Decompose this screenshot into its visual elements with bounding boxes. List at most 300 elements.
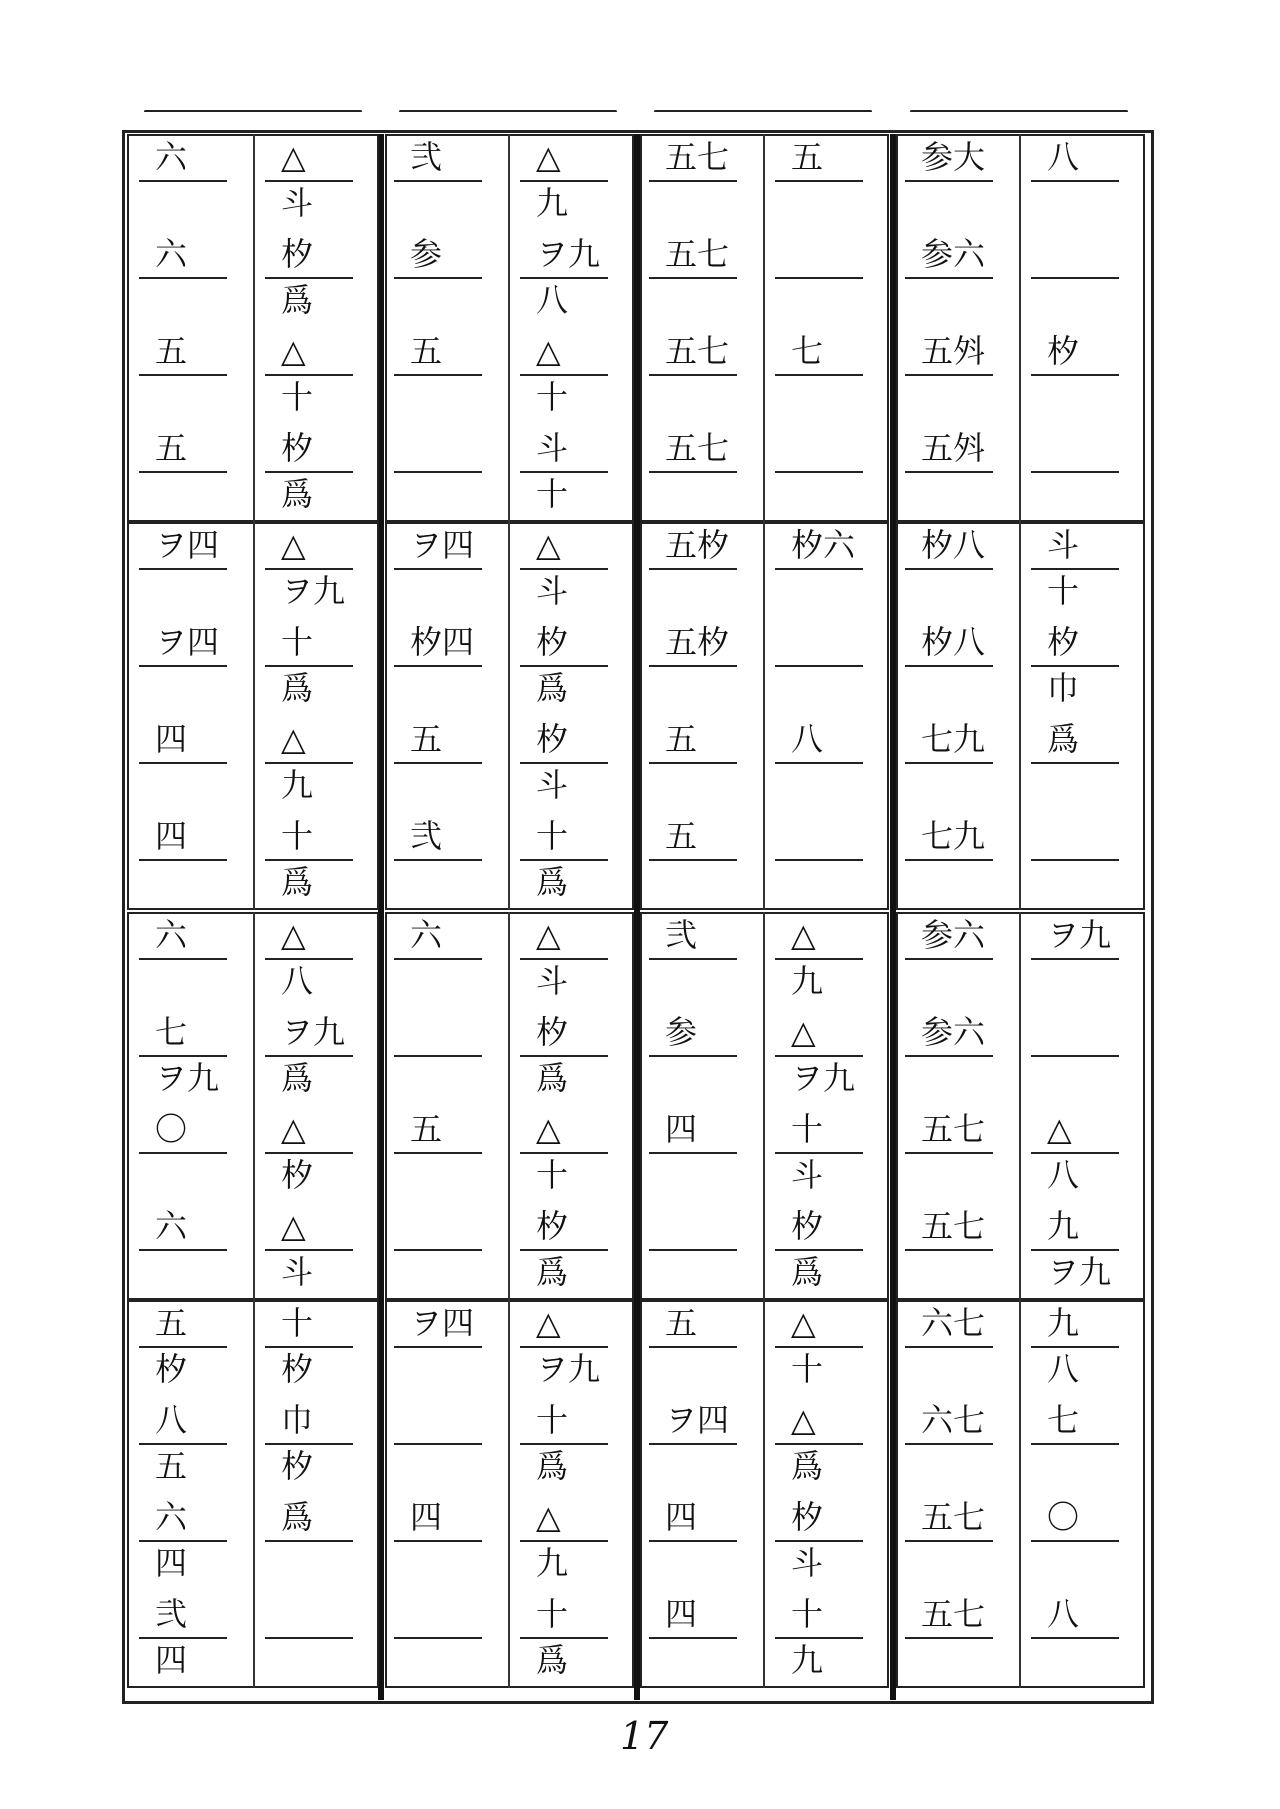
notation-right-upper: 九 <box>1047 1304 1080 1342</box>
notation-underline <box>265 1443 353 1445</box>
notation-left-upper: 弐 <box>155 1595 188 1633</box>
notation-underline <box>394 859 482 861</box>
notation-underline <box>394 762 482 764</box>
notation-right-lower: 斗 <box>791 1156 824 1194</box>
notation-right-upper: △ <box>791 1304 816 1342</box>
notation-underline <box>265 762 353 764</box>
notation-underline <box>520 277 608 279</box>
notation-underline <box>1031 1249 1119 1251</box>
notation-right-upper: △ <box>536 916 561 954</box>
notation-underline <box>265 1152 353 1154</box>
notation-underline <box>139 568 227 570</box>
notation-underline <box>1031 1540 1119 1542</box>
notation-left-upper: 五七 <box>665 138 730 176</box>
notation-right-upper: 十 <box>281 817 314 855</box>
notation-left-upper: 五𣏐 <box>665 526 730 564</box>
notation-underline <box>905 1055 993 1057</box>
subcolumn-divider <box>763 1300 765 1688</box>
notation-right-upper: △ <box>536 138 561 176</box>
subcolumn-divider <box>253 134 255 522</box>
notation-left-upper: 弐 <box>410 138 443 176</box>
notation-underline <box>905 374 993 376</box>
notation-underline <box>265 277 353 279</box>
notation-left-upper: 四 <box>665 1498 698 1536</box>
notation-left-upper: 五斘 <box>921 429 986 467</box>
notation-right-upper: △ <box>281 916 306 954</box>
notation-right-upper: 𣏐 <box>536 1207 569 1245</box>
subcolumn-divider <box>763 912 765 1300</box>
notation-left-upper: 参 <box>410 235 443 273</box>
notation-right-lower: 斗 <box>536 572 569 610</box>
notation-underline <box>775 1055 863 1057</box>
notation-underline <box>905 277 993 279</box>
notation-underline <box>520 1055 608 1057</box>
notation-underline <box>649 665 737 667</box>
notation-underline <box>905 1443 993 1445</box>
notation-underline <box>649 471 737 473</box>
notation-underline <box>775 568 863 570</box>
subcolumn-divider <box>253 1300 255 1688</box>
notation-left-upper: 五七 <box>921 1595 986 1633</box>
notation-underline <box>139 374 227 376</box>
notation-left-upper: 〇 <box>155 1110 188 1148</box>
notation-right-upper: △ <box>791 1401 816 1439</box>
subcolumn-divider <box>508 522 510 910</box>
notation-right-upper: 斗 <box>536 429 569 467</box>
notation-left-upper: 五七 <box>665 332 730 370</box>
notation-left-upper: 六 <box>155 1498 188 1536</box>
notation-underline <box>139 958 227 960</box>
notation-right-upper: 五 <box>791 138 824 176</box>
notation-left-lower: 𣏐 <box>155 1350 188 1388</box>
notation-left-upper: 弐 <box>410 817 443 855</box>
notation-right-upper: 𣏐 <box>536 1013 569 1051</box>
notation-right-lower: 爲 <box>791 1447 824 1485</box>
notation-left-upper: 六 <box>155 916 188 954</box>
notation-left-upper: 五𣏐 <box>665 623 730 661</box>
notation-underline <box>394 1249 482 1251</box>
notation-right-lower: 𣏐 <box>281 1447 314 1485</box>
notation-underline <box>649 1637 737 1639</box>
notation-right-lower: 爲 <box>281 1059 314 1097</box>
notation-left-upper: 六 <box>155 235 188 273</box>
notation-right-upper: 七 <box>1047 1401 1080 1439</box>
subcolumn-divider <box>253 522 255 910</box>
notation-underline <box>394 1443 482 1445</box>
notation-underline <box>139 1540 227 1542</box>
notation-right-lower: 八 <box>281 962 314 1000</box>
notation-underline <box>905 1637 993 1639</box>
notation-underline <box>520 1152 608 1154</box>
notation-right-upper: 𣏐 <box>791 1498 824 1536</box>
notation-underline <box>394 1055 482 1057</box>
notation-left-upper: 四 <box>155 817 188 855</box>
notation-underline <box>1031 1637 1119 1639</box>
notation-underline <box>520 374 608 376</box>
notation-underline <box>394 568 482 570</box>
notation-right-upper: 𣏐 <box>1047 332 1080 370</box>
notation-left-upper: ヲ四 <box>410 526 475 564</box>
notation-left-lower: 五 <box>155 1447 188 1485</box>
notation-underline <box>139 1346 227 1348</box>
notation-underline <box>394 1152 482 1154</box>
notation-right-upper: △ <box>281 332 306 370</box>
notation-underline <box>520 1637 608 1639</box>
notation-right-lower: 九 <box>536 1544 569 1582</box>
notation-right-lower: 斗 <box>536 766 569 804</box>
notation-right-upper: 𣏐 <box>281 429 314 467</box>
notation-underline <box>139 180 227 182</box>
notation-underline <box>1031 180 1119 182</box>
notation-right-upper: △ <box>281 1110 306 1148</box>
notation-left-upper: 六七 <box>921 1304 986 1342</box>
notation-left-upper: 五七 <box>921 1498 986 1536</box>
notation-left-upper: 参六 <box>921 916 986 954</box>
notation-right-lower: 𣏐 <box>281 1156 314 1194</box>
notation-right-upper: 𣏐 <box>536 623 569 661</box>
notation-left-upper: 弐 <box>665 916 698 954</box>
notation-right-upper: △ <box>536 1498 561 1536</box>
notation-underline <box>649 958 737 960</box>
subcolumn-divider <box>508 134 510 522</box>
notation-left-upper: 五七 <box>921 1207 986 1245</box>
notation-right-upper: 九 <box>1047 1207 1080 1245</box>
notation-underline <box>649 180 737 182</box>
notation-right-lower: 九 <box>791 962 824 1000</box>
notation-right-upper: 八 <box>1047 138 1080 176</box>
notation-left-upper: 五七 <box>921 1110 986 1148</box>
notation-right-upper: 十 <box>791 1110 824 1148</box>
notation-underline <box>649 1443 737 1445</box>
notation-underline <box>649 859 737 861</box>
subcolumn-divider <box>763 522 765 910</box>
notation-underline <box>1031 859 1119 861</box>
notation-right-upper: △ <box>536 332 561 370</box>
notation-right-upper: 十 <box>536 1595 569 1633</box>
notation-underline <box>775 1152 863 1154</box>
notation-underline <box>649 374 737 376</box>
notation-underline <box>905 180 993 182</box>
notation-right-upper: △ <box>281 138 306 176</box>
notation-right-upper: 𣏐六 <box>791 526 856 564</box>
subcolumn-divider <box>1019 912 1021 1300</box>
notation-underline <box>265 859 353 861</box>
notation-underline <box>139 1249 227 1251</box>
page-number: 17 <box>620 1714 669 1758</box>
notation-left-upper: 七九 <box>921 720 986 758</box>
notation-underline <box>649 1249 737 1251</box>
notation-underline <box>775 1540 863 1542</box>
notation-left-upper: 五 <box>410 332 443 370</box>
notation-left-upper: 六七 <box>921 1401 986 1439</box>
notation-right-lower: 爲 <box>281 281 314 319</box>
notation-underline <box>139 665 227 667</box>
notation-right-lower: 爲 <box>536 1641 569 1679</box>
notation-right-lower: 𣏐 <box>281 1350 314 1388</box>
notation-left-upper: 五七 <box>665 429 730 467</box>
notation-left-upper: 七 <box>155 1013 188 1051</box>
notation-left-upper: 参 <box>665 1013 698 1051</box>
notation-left-lower: 四 <box>155 1544 188 1582</box>
notation-right-lower: 斗 <box>791 1544 824 1582</box>
notation-right-lower: 爲 <box>281 669 314 707</box>
notation-right-lower: ヲ九 <box>1047 1253 1112 1291</box>
notation-underline <box>1031 374 1119 376</box>
notation-left-lower: ヲ九 <box>155 1059 220 1097</box>
notation-left-upper: 参六 <box>921 1013 986 1051</box>
notation-right-lower: 爲 <box>791 1253 824 1291</box>
notation-right-lower: 爲 <box>281 863 314 901</box>
notation-underline <box>265 1637 353 1639</box>
notation-underline <box>775 180 863 182</box>
notation-right-lower: 八 <box>536 281 569 319</box>
notation-underline <box>520 1346 608 1348</box>
notation-underline <box>265 374 353 376</box>
notation-left-upper: 五 <box>665 1304 698 1342</box>
subcolumn-divider <box>253 912 255 1300</box>
notation-underline <box>649 762 737 764</box>
notation-underline <box>265 180 353 182</box>
notation-underline <box>1031 1055 1119 1057</box>
notation-right-lower: 爲 <box>536 863 569 901</box>
notation-left-upper: 六 <box>155 138 188 176</box>
notation-underline <box>775 665 863 667</box>
notation-underline <box>520 1249 608 1251</box>
notation-underline <box>1031 958 1119 960</box>
notation-right-upper: 巾 <box>281 1401 314 1439</box>
notation-right-upper: 八 <box>1047 1595 1080 1633</box>
notation-underline <box>265 568 353 570</box>
notation-underline <box>520 471 608 473</box>
notation-right-upper: ヲ九 <box>536 235 601 273</box>
notation-underline <box>1031 665 1119 667</box>
notation-left-upper: 六 <box>410 916 443 954</box>
notation-underline <box>139 1055 227 1057</box>
notation-underline <box>1031 568 1119 570</box>
subcolumn-divider <box>508 1300 510 1688</box>
notation-right-upper: ヲ九 <box>281 1013 346 1051</box>
notation-underline <box>265 665 353 667</box>
subcolumn-divider <box>1019 522 1021 910</box>
notation-underline <box>775 1637 863 1639</box>
notation-right-lower: 爲 <box>536 1059 569 1097</box>
notation-underline <box>139 471 227 473</box>
notation-right-upper: 十 <box>281 623 314 661</box>
notation-left-upper: 八 <box>155 1401 188 1439</box>
notation-underline <box>265 958 353 960</box>
notation-left-upper: 五 <box>155 332 188 370</box>
notation-left-upper: 四 <box>155 720 188 758</box>
subcolumn-divider <box>508 912 510 1300</box>
notation-left-upper: 五 <box>665 720 698 758</box>
notation-underline <box>649 1055 737 1057</box>
notation-right-lower: 斗 <box>281 1253 314 1291</box>
notation-underline <box>775 374 863 376</box>
notation-left-upper: 四 <box>410 1498 443 1536</box>
notation-right-lower: 十 <box>1047 572 1080 610</box>
notation-underline <box>1031 1346 1119 1348</box>
notation-underline <box>265 1540 353 1542</box>
notation-right-upper: △ <box>536 526 561 564</box>
notation-underline <box>905 859 993 861</box>
subcolumn-divider <box>763 134 765 522</box>
notation-underline <box>265 1249 353 1251</box>
notation-underline <box>649 277 737 279</box>
notation-right-upper: △ <box>281 720 306 758</box>
notation-right-lower: 斗 <box>281 184 314 222</box>
notation-underline <box>139 1152 227 1154</box>
notation-right-upper: 十 <box>536 1401 569 1439</box>
notation-right-lower: 十 <box>791 1350 824 1388</box>
notation-left-upper: 参六 <box>921 235 986 273</box>
notation-right-lower: 爲 <box>536 669 569 707</box>
notation-underline <box>1031 1443 1119 1445</box>
notation-underline <box>139 1637 227 1639</box>
notation-left-upper: 五 <box>410 1110 443 1148</box>
notation-underline <box>649 1540 737 1542</box>
notation-right-lower: ヲ九 <box>281 572 346 610</box>
notation-underline <box>139 859 227 861</box>
notation-underline <box>649 568 737 570</box>
notation-underline <box>1031 1152 1119 1154</box>
notation-right-lower: 巾 <box>1047 669 1080 707</box>
notation-right-upper: △ <box>536 1304 561 1342</box>
notation-right-upper: 爲 <box>1047 720 1080 758</box>
notation-right-lower: 九 <box>536 184 569 222</box>
notation-underline <box>394 374 482 376</box>
notation-underline <box>905 762 993 764</box>
notation-underline <box>775 762 863 764</box>
notation-underline <box>394 1346 482 1348</box>
notation-underline <box>775 1443 863 1445</box>
notation-right-upper: 十 <box>281 1304 314 1342</box>
notation-underline <box>775 1249 863 1251</box>
notation-right-lower: 八 <box>1047 1156 1080 1194</box>
notation-underline <box>649 1152 737 1154</box>
notation-underline <box>775 958 863 960</box>
notation-left-upper: 五七 <box>665 235 730 273</box>
notation-underline <box>394 1637 482 1639</box>
notation-right-upper: 〇 <box>1047 1498 1080 1536</box>
notation-left-upper: 六 <box>155 1207 188 1245</box>
notation-right-lower: 爲 <box>281 475 314 513</box>
notation-underline <box>520 180 608 182</box>
notation-underline <box>905 665 993 667</box>
notation-right-upper: 𣏐 <box>791 1207 824 1245</box>
notation-left-upper: 参大 <box>921 138 986 176</box>
subcolumn-divider <box>1019 134 1021 522</box>
notation-underline <box>1031 277 1119 279</box>
notation-underline <box>139 762 227 764</box>
notation-underline <box>265 1055 353 1057</box>
notation-right-upper: △ <box>1047 1110 1072 1148</box>
notation-underline <box>905 1540 993 1542</box>
notation-right-lower: 九 <box>281 766 314 804</box>
notation-left-upper: 𣏐八 <box>921 623 986 661</box>
notation-right-lower: 十 <box>536 475 569 513</box>
notation-left-upper: 五 <box>155 1304 188 1342</box>
notation-underline <box>1031 471 1119 473</box>
notation-underline <box>265 1346 353 1348</box>
notation-underline <box>394 958 482 960</box>
notation-underline <box>775 471 863 473</box>
notation-underline <box>905 1152 993 1154</box>
notation-left-upper: 五 <box>410 720 443 758</box>
notation-right-upper: 斗 <box>1047 526 1080 564</box>
notation-right-upper: 𣏐 <box>536 720 569 758</box>
notation-underline <box>905 1249 993 1251</box>
notation-right-lower: 十 <box>281 378 314 416</box>
notation-right-upper: ヲ九 <box>1047 916 1112 954</box>
notation-underline <box>520 568 608 570</box>
notation-right-upper: 十 <box>791 1595 824 1633</box>
notation-underline <box>394 1540 482 1542</box>
notation-right-upper: △ <box>791 1013 816 1051</box>
notation-left-upper: ヲ四 <box>155 526 220 564</box>
notation-underline <box>775 1346 863 1348</box>
notation-underline <box>520 958 608 960</box>
notation-right-upper: 爲 <box>281 1498 314 1536</box>
notation-left-upper: 七九 <box>921 817 986 855</box>
notation-left-upper: 𣏐四 <box>410 623 475 661</box>
notation-left-upper: 四 <box>665 1110 698 1148</box>
notation-right-lower: 十 <box>536 378 569 416</box>
notation-underline <box>394 471 482 473</box>
notation-underline <box>394 665 482 667</box>
notation-underline <box>520 1443 608 1445</box>
notation-underline <box>1031 762 1119 764</box>
notation-right-upper: △ <box>536 1110 561 1148</box>
notation-underline <box>905 1346 993 1348</box>
notation-right-lower: ヲ九 <box>791 1059 856 1097</box>
notation-underline <box>394 180 482 182</box>
notation-right-lower: 八 <box>1047 1350 1080 1388</box>
notation-right-upper: 𣏐 <box>281 235 314 273</box>
notation-right-lower: 九 <box>791 1641 824 1679</box>
notation-right-upper: △ <box>281 1207 306 1245</box>
notation-right-upper: 𣏐 <box>1047 623 1080 661</box>
notation-left-upper: ヲ四 <box>665 1401 730 1439</box>
notation-right-lower: ヲ九 <box>536 1350 601 1388</box>
notation-right-lower: 十 <box>536 1156 569 1194</box>
notation-underline <box>649 1346 737 1348</box>
notation-right-lower: 爲 <box>536 1447 569 1485</box>
notation-left-upper: 五 <box>665 817 698 855</box>
notation-underline <box>520 1540 608 1542</box>
notation-underline <box>139 1443 227 1445</box>
notation-right-upper: 十 <box>536 817 569 855</box>
notation-underline <box>775 277 863 279</box>
notation-underline <box>520 665 608 667</box>
notation-underline <box>775 859 863 861</box>
notation-left-upper: 四 <box>665 1595 698 1633</box>
notation-left-upper: 𣏐八 <box>921 526 986 564</box>
subcolumn-divider <box>1019 1300 1021 1688</box>
notation-right-lower: 爲 <box>536 1253 569 1291</box>
notation-underline <box>905 958 993 960</box>
notation-left-upper: 五斘 <box>921 332 986 370</box>
notation-left-upper: ヲ四 <box>155 623 220 661</box>
notation-underline <box>520 859 608 861</box>
notation-left-upper: ヲ四 <box>410 1304 475 1342</box>
notation-right-upper: 八 <box>791 720 824 758</box>
notation-right-upper: 七 <box>791 332 824 370</box>
notation-left-lower: 四 <box>155 1641 188 1679</box>
notation-right-upper: △ <box>281 526 306 564</box>
notation-left-upper: 五 <box>155 429 188 467</box>
notation-underline <box>265 471 353 473</box>
notation-underline <box>905 471 993 473</box>
